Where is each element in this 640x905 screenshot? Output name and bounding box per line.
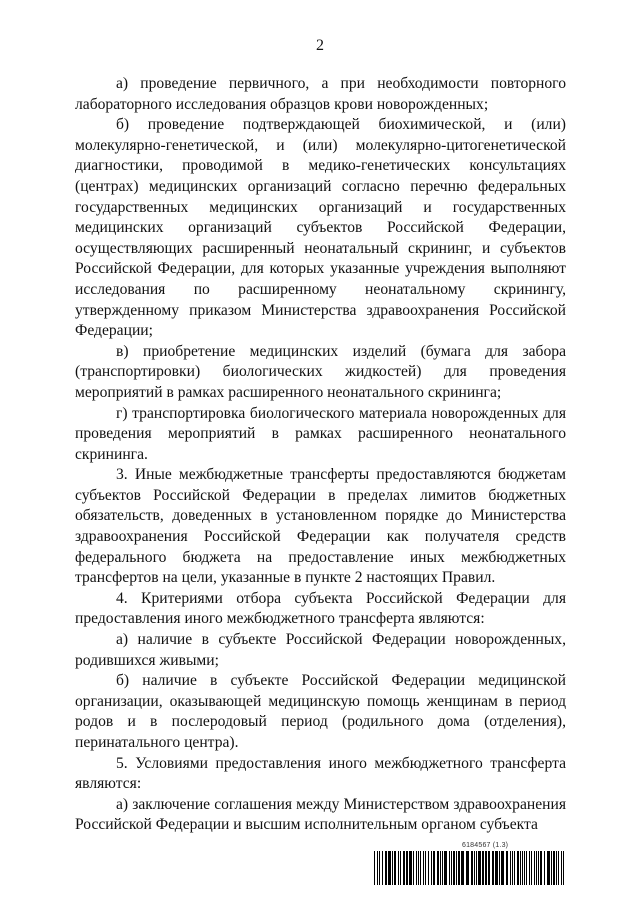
barcode-bar: [392, 851, 393, 885]
barcode-bar: [377, 851, 378, 885]
barcode-bar: [474, 851, 475, 885]
barcode-bar: [440, 851, 441, 885]
barcode-bar: [478, 851, 481, 885]
barcode-bar: [403, 851, 405, 885]
barcode-bar: [531, 851, 532, 885]
barcode-bar: [488, 851, 490, 885]
paragraph-2b: б) проведение подтверждающей биохимической, и (или) молекулярно-генетической, и (или) молекулярно-цитогенетической диагностики, проводимой в медико-генетических консультациях (центрах) медицинских организаций согласно перечню федеральных государственных медицинских организаций и государственных медицинских организаций субъектов Российской Федерации, осуществляющих расширенный неонатальный скрининг, и субъектов Российской Федерации, для которых указанные учреждения выполняют исследования по расширенному неонатальному скринингу, утвержденному приказом Министерства здравоохранения Российской Федерации;: [75, 116, 566, 340]
paragraph-2g: г) транспортировка биологического материала новорожденных для проведения мероприятий в рамках расширенного неонатального скрининга.: [75, 404, 566, 463]
barcode-bar: [456, 851, 457, 885]
barcode-bar: [551, 851, 552, 885]
barcode-bar: [449, 851, 450, 885]
barcode-bar: [512, 851, 513, 885]
barcode-bar: [524, 851, 525, 885]
barcode-bar: [522, 851, 523, 885]
barcode-bar: [529, 851, 530, 885]
barcode-bar: [538, 851, 539, 885]
barcode-bar: [437, 851, 439, 885]
barcode-bar: [466, 851, 469, 885]
barcode-bar: [556, 851, 557, 885]
barcode-bar: [526, 851, 527, 885]
barcode-bar: [485, 851, 487, 885]
barcode-bar: [517, 851, 519, 885]
barcode-image: [374, 851, 565, 885]
paragraph-3: 3. Иные межбюджетные трансферты предоставляются бюджетам субъектов Российской Федерации в пределах лимитов бюджетных обязательств, доведенных в установленном порядке до Министерства здравоохранения Российской Федерации как получателя средств федерального бюджета на предоставление иных межбюджетных трансфертов на цели, указанные в пункте 2 настоящих Правил.: [75, 466, 566, 587]
barcode-bar: [495, 851, 498, 885]
barcode-bar: [382, 851, 383, 885]
barcode-bar: [534, 851, 535, 885]
barcode-bar: [423, 851, 424, 885]
barcode-bar: [547, 851, 550, 885]
barcode-bar: [431, 851, 432, 885]
barcode-bar: [510, 851, 511, 885]
barcode-bar: [428, 851, 429, 885]
barcode-bar: [379, 851, 380, 885]
barcode-bar: [536, 851, 537, 885]
barcode-bar: [453, 851, 455, 885]
barcode-bar: [461, 851, 464, 885]
barcode-bar: [458, 851, 460, 885]
barcode-bar: [413, 851, 414, 885]
barcode-bar: [451, 851, 452, 885]
paragraph-4b: б) наличие в субъекте Российской Федерации медицинской организации, оказывающей медицинскую помощь женщинам в период родов и в послеродовый период (родильного дома (отделения), перинатального центра).: [75, 672, 566, 751]
barcode-bar: [385, 851, 387, 885]
barcode-bar: [506, 851, 508, 885]
document-code: 6184567 (1.3): [462, 842, 509, 849]
paragraph-2a: а) проведение первичного, а при необходимости повторного лабораторного исследования образцов крови новорожденных;: [75, 75, 566, 113]
barcode-bar: [388, 851, 391, 885]
paragraph-4: 4. Критериями отбора субъекта Российской Федерации для предоставления иного межбюджетного трансферта являются:: [75, 589, 566, 628]
barcode-bar: [476, 851, 477, 885]
paragraph-5: 5. Условиями предоставления иного межбюджетного трансферта являются:: [75, 754, 566, 793]
barcode-bar: [540, 851, 542, 885]
barcode-bar: [563, 851, 564, 885]
barcode-bar: [492, 851, 494, 885]
barcode-bar: [561, 851, 562, 885]
barcode-bar: [444, 851, 447, 885]
barcode-bar: [558, 851, 559, 885]
barcode-bar: [544, 851, 545, 885]
document-body: [75, 74, 566, 836]
barcode-bar: [398, 851, 399, 885]
barcode-bar: [553, 851, 555, 885]
barcode-bar: [514, 851, 515, 885]
barcode-bar: [400, 851, 401, 885]
barcode-bar: [499, 851, 500, 885]
barcode-bar: [520, 851, 521, 885]
barcode-bar: [442, 851, 443, 885]
barcode-bar: [425, 851, 426, 885]
barcode-bar: [471, 851, 473, 885]
paragraph-5a: а) заключение соглашения между Министерством здравоохранения Российской Федерации и высшим исполнительным органом субъекта: [75, 795, 566, 834]
barcode-bar: [420, 851, 421, 885]
barcode-bar: [418, 851, 419, 885]
page-number: 2: [316, 37, 324, 54]
paragraph-4a: а) наличие в субъекте Российской Федерации новорожденных, родившихся живыми;: [75, 631, 566, 669]
barcode-bar: [394, 851, 396, 885]
paragraph-2v: в) приобретение медицинских изделий (бумага для забора (транспортировки) биологических жидкостей) для проведения мероприятий в рамках расширенного неонатального скрининга;: [75, 342, 566, 401]
barcode-bar: [433, 851, 435, 885]
barcode-bar: [409, 851, 412, 885]
barcode-bar: [501, 851, 504, 885]
barcode-bar: [406, 851, 408, 885]
barcode-bar: [482, 851, 484, 885]
barcode-bar: [416, 851, 417, 885]
barcode-bar: [374, 851, 375, 885]
